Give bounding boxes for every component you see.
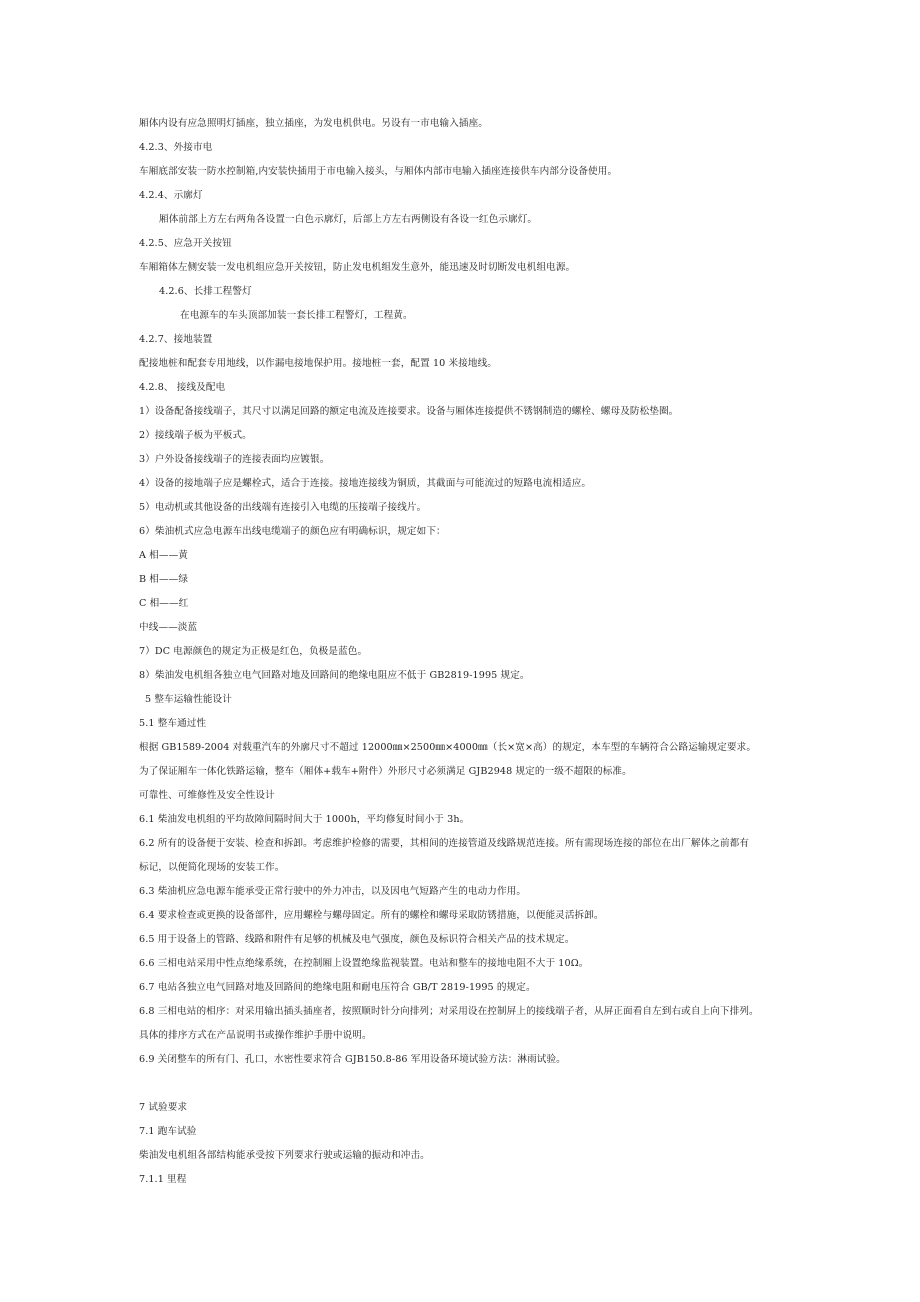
list-item: 中线——淡蓝 <box>139 622 198 633</box>
section-heading: 4.2.7、接地装置 <box>139 334 213 345</box>
section-heading: 5.1 整车通过性 <box>139 718 207 729</box>
section-heading: 4.2.4、示廓灯 <box>139 190 203 201</box>
list-item: 6.1 柴油发电机组的平均故障间隔时间大于 1000h，平均修复时间小于 3h。 <box>139 814 470 825</box>
list-item: A 相——黄 <box>139 550 188 561</box>
text-line: 具体的排序方式在产品说明书或操作维护手册中说明。 <box>139 1030 372 1041</box>
list-item: C 相——红 <box>139 598 189 609</box>
list-item: 6.7 电站各独立电气回路对地及回路间的绝缘电阻和耐电压符合 GB/T 2819-1995 的规定。 <box>139 982 536 993</box>
text-line: 厢体内设有应急照明灯插座，独立插座，为发电机供电。另设有一市电输入插座。 <box>139 118 488 129</box>
list-item: B 相——绿 <box>139 574 189 585</box>
list-item: 6）柴油机式应急电源车出线电缆端子的颜色应有明确标识，规定如下： <box>139 526 446 537</box>
list-item: 6.9 关闭整车的所有门、孔口，水密性要求符合 GJB150.8-86 军用设备环境试验方法：淋雨试验。 <box>139 1054 566 1065</box>
list-item: 6.4 要求检查或更换的设备部件，应用螺栓与螺母固定。所有的螺栓和螺母采取防锈措施，以便能灵活拆卸。 <box>139 910 604 921</box>
text-line: 车厢底部安装一防水控制箱,内安装快插用于市电输入接头，与厢体内部市电输入插座连接供车内部分设备使用。 <box>139 166 618 177</box>
list-item: 6.6 三相电站采用中性点绝缘系统，在控制厢上设置绝缘监视装置。电站和整车的接地电阻不大于 10Ω。 <box>139 958 589 969</box>
text-line: 根据 GB1589-2004 对载重汽车的外廓尺寸不超过 12000㎜×2500㎜×4000㎜（长×宽×高）的规定，本车型的车辆符合公路运输规定要求。 <box>139 742 757 753</box>
section-heading: 7.1 跑车试验 <box>139 1126 197 1137</box>
section-heading: 5 整车运输性能设计 <box>145 694 232 705</box>
list-item: 7）DC 电源颜色的规定为正极是红色，负极是蓝色。 <box>139 646 368 657</box>
text-line: 柴油发电机组各部结构能承受按下列要求行驶或运输的振动和冲击。 <box>139 1150 430 1161</box>
list-item: 6.5 用于设备上的管路、线路和附件有足够的机械及电气强度，颜色及标识符合相关产品的技术规定。 <box>139 934 575 945</box>
section-heading: 7.1.1 里程 <box>139 1174 187 1185</box>
list-item: 6.8 三相电站的相序：对采用输出插头插座者，按照顺时针分向排列；对采用设在控制屏上的接线端子者，从屏正面看自左到右或自上向下排列。 <box>139 1006 759 1017</box>
list-item: 6.3 柴油机应急电源车能承受正常行驶中的外力冲击，以及因电气短路产生的电动力作用。 <box>139 886 527 897</box>
text-line: 为了保证厢车一体化铁路运输，整车（厢体+载车+附件）外形尺寸必须满足 GJB2948 规定的一级不超限的标准。 <box>139 766 632 777</box>
text-line: 厢体前部上方左右两角各设置一白色示廓灯，后部上方左右两侧设有各设一红色示廓灯。 <box>159 214 538 225</box>
section-heading: 7 试验要求 <box>139 1102 188 1113</box>
text-line: 在电源车的车头顶部加装一套长排工程警灯，工程黄。 <box>180 310 413 321</box>
section-heading: 4.2.5、应急开关按钮 <box>139 238 232 249</box>
text-line: 配接地桩和配套专用地线，以作漏电接地保护用。接地桩一套，配置 10 米接地线。 <box>139 358 497 369</box>
list-item: 5）电动机或其他设备的出线端有连接引入电缆的压接端子接线片。 <box>139 502 427 513</box>
text-line: 车厢箱体左侧安装一发电机组应急开关按钮，防止发电机组发生意外，能迅速及时切断发电机组电源。 <box>139 262 576 273</box>
list-item: 4）设备的接地端子应是螺栓式，适合于连接。接地连接线为铜质，其截面与可能流过的短路电流相适应。 <box>139 478 592 489</box>
list-item: 8）柴油发电机组各独立电气回路对地及回路间的绝缘电阻应不低于 GB2819-1995 规定。 <box>139 670 530 681</box>
section-heading: 4.2.6、长排工程警灯 <box>159 286 252 297</box>
list-item: 2）接线端子板为平板式。 <box>139 430 252 441</box>
list-item: 3）户外设备接线端子的连接表面均应镀银。 <box>139 454 330 465</box>
list-item: 6.2 所有的设备便于安装、检查和拆卸。考虑维护检修的需要，其相间的连接管道及线路规范连接。所有需现场连接的部位在出厂解体之前都有 <box>139 838 750 849</box>
text-line: 标记，以便简化现场的安装工作。 <box>139 862 285 873</box>
section-heading: 4.2.3、外接市电 <box>139 142 213 153</box>
section-heading: 可靠性、可维修性及安全性设计 <box>139 790 275 801</box>
section-heading: 4.2.8、 接线及配电 <box>139 382 226 393</box>
list-item: 1）设备配备接线端子，其尺寸以满足回路的额定电流及连接要求。设备与厢体连接提供不锈钢制造的螺栓、螺母及防松垫圈。 <box>139 406 679 417</box>
